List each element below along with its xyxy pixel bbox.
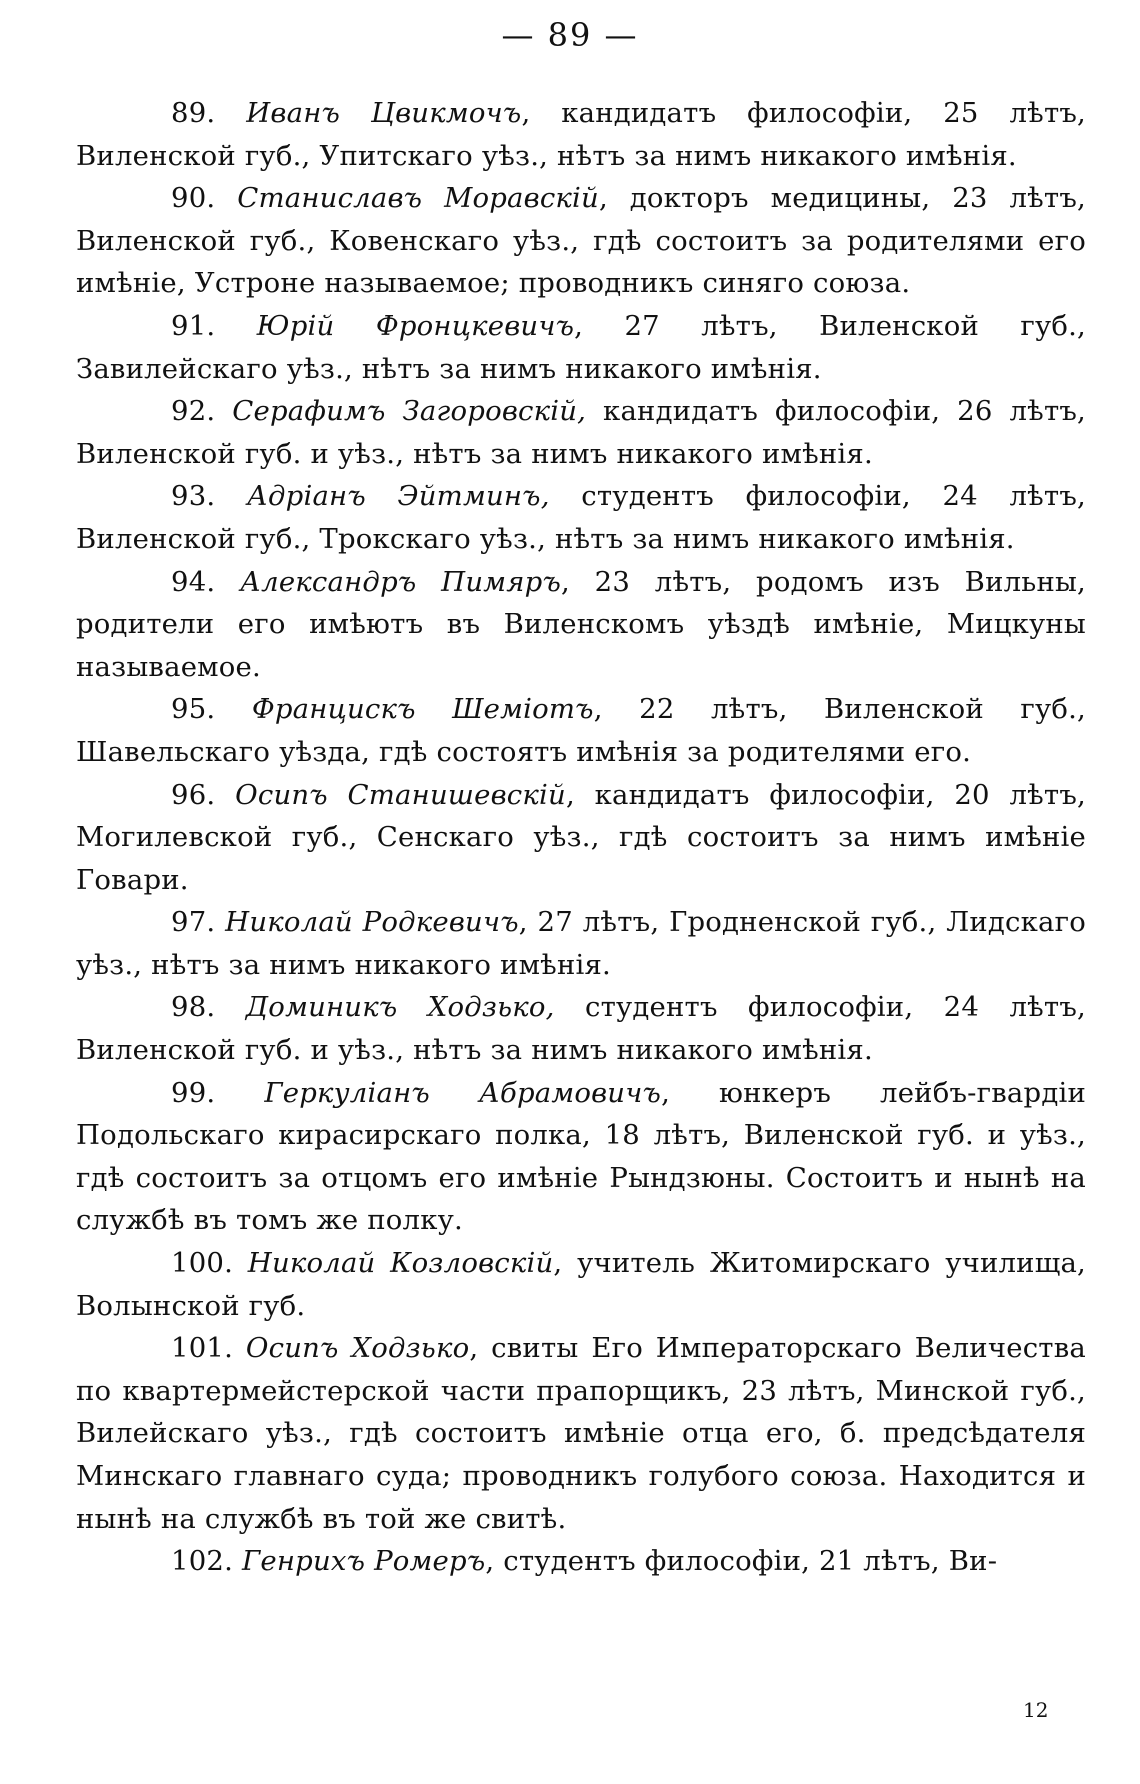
entry-name: Серафимъ Загоровскій, xyxy=(232,395,587,428)
entry-text: , докторъ медицины, 23 лѣтъ, Виленской губ., Ковенскаго уѣз., гдѣ состоитъ за родителями его имѣніе, Устроне называемое; проводникъ синяго союза. xyxy=(76,182,1086,300)
entry-number: 96. xyxy=(171,778,216,811)
entry-name: Адріанъ Эйтминъ, xyxy=(246,480,550,513)
entry xyxy=(76,475,1086,560)
entry-number: 91. xyxy=(171,309,216,342)
entry-text: , свиты Его Императорскаго Величества по квартермейстерской части прапорщикъ, 23 лѣтъ, Минской губ., Вилейскаго уѣз., гдѣ состоитъ имѣніе отца его, б. предсѣдателя Минскаго главнаго суда; проводникъ голубого союза. Находится и нынѣ на службѣ въ той же свитѣ. xyxy=(76,1332,1086,1535)
entry xyxy=(76,688,1086,773)
entry-number: 102. xyxy=(171,1545,234,1578)
page-number: — 89 — xyxy=(501,16,639,54)
entry xyxy=(76,1242,1086,1327)
entry xyxy=(76,1072,1086,1242)
entry-name: Генрихъ Ромеръ xyxy=(241,1545,486,1578)
entry-name: Юрій Фронцкевичъ xyxy=(256,309,575,342)
entry-number: 92. xyxy=(171,395,216,428)
entry-number: 97. xyxy=(171,906,216,939)
entry-text: , кандидатъ философіи, 25 лѣтъ, Виленской губ., Упитскаго уѣз., нѣтъ за нимъ никакого имѣнія. xyxy=(76,97,1086,172)
entry-name: Францискъ Шеміотъ xyxy=(251,693,594,726)
signature-mark: 12 xyxy=(1023,1698,1049,1722)
entry xyxy=(76,774,1086,902)
entry-number: 95. xyxy=(171,693,216,726)
entry xyxy=(76,986,1086,1071)
entry xyxy=(76,1327,1086,1540)
entry-name: Александръ Пимяръ xyxy=(240,565,561,598)
entry-name: Станиславъ Моравскій xyxy=(237,182,599,215)
entry-text: , кандидатъ философіи, 20 лѣтъ, Могилевской губ., Сенскаго уѣз., гдѣ состоитъ за нимъ имѣніе Говари. xyxy=(76,778,1086,896)
entry-text: , 22 лѣтъ, Виленской губ., Шавельскаго уѣзда, гдѣ состоятъ имѣнія за родителями его. xyxy=(76,693,1086,768)
entry-name: Николай Козловскій xyxy=(247,1247,554,1280)
entry xyxy=(76,92,1086,177)
entry-text: студентъ философіи, 24 лѣтъ, Виленской губ., Трокскаго уѣз., нѣтъ за нимъ никакого имѣнія. xyxy=(76,480,1086,555)
entry xyxy=(76,1540,1086,1583)
entry-name: Иванъ Цвикмочъ xyxy=(246,97,522,129)
entry xyxy=(76,561,1086,689)
entry-text: , 23 лѣтъ, родомъ изъ Вильны, родители его имѣютъ въ Виленскомъ уѣздѣ имѣніе, Мицкуны называемое. xyxy=(76,565,1086,683)
entry xyxy=(76,390,1086,475)
entry-text: , 27 лѣтъ, Гродненской губ., Лидскаго уѣз., нѣтъ за нимъ никакого имѣнія. xyxy=(76,906,1086,981)
entry-name: Геркуліанъ Абрамовичъ xyxy=(264,1076,662,1109)
entry-text: , юнкеръ лейбъ-гвардіи Подольскаго кирасирскаго полка, 18 лѣтъ, Виленской губ. и уѣз., гдѣ состоитъ за отцомъ его имѣніе Рындзюны. Состоитъ и нынѣ на службѣ въ томъ же полку. xyxy=(76,1076,1086,1237)
entry-name: Доминикъ Ходзько, xyxy=(245,991,555,1024)
entry xyxy=(76,305,1086,390)
entry-number: 101. xyxy=(171,1332,234,1365)
entry-name: Осипъ Станишевскій xyxy=(235,778,566,811)
entry-number: 94. xyxy=(171,565,216,598)
entry xyxy=(76,177,1086,305)
entry-text: кандидатъ философіи, 26 лѣтъ, Виленской губ. и уѣз., нѣтъ за нимъ никакого имѣнія. xyxy=(76,395,1086,470)
entry-text: , студентъ философіи, 21 лѣтъ, Ви- xyxy=(485,1545,998,1578)
entry-name: Николай Родкевичъ xyxy=(225,906,519,939)
entry-number: 93. xyxy=(171,480,216,513)
entry-number: 100. xyxy=(171,1247,234,1280)
entry-number: 89. xyxy=(171,97,216,129)
entry xyxy=(76,901,1086,986)
entry-number: 98. xyxy=(171,991,216,1024)
entry-name: Осипъ Ходзько xyxy=(245,1332,470,1365)
entry-number: 99. xyxy=(171,1076,216,1109)
entry-text: , 27 лѣтъ, Виленской губ., Завилейскаго уѣз., нѣтъ за нимъ никакого имѣнія. xyxy=(76,309,1086,385)
entries-list xyxy=(76,92,1086,1583)
entry-number: 90. xyxy=(171,182,216,215)
entry-text: , учитель Житомирскаго училища, Волынской губ. xyxy=(76,1247,1087,1322)
entry-text: студентъ философіи, 24 лѣтъ, Виленской губ. и уѣз., нѣтъ за нимъ никакого имѣнія. xyxy=(76,991,1086,1067)
